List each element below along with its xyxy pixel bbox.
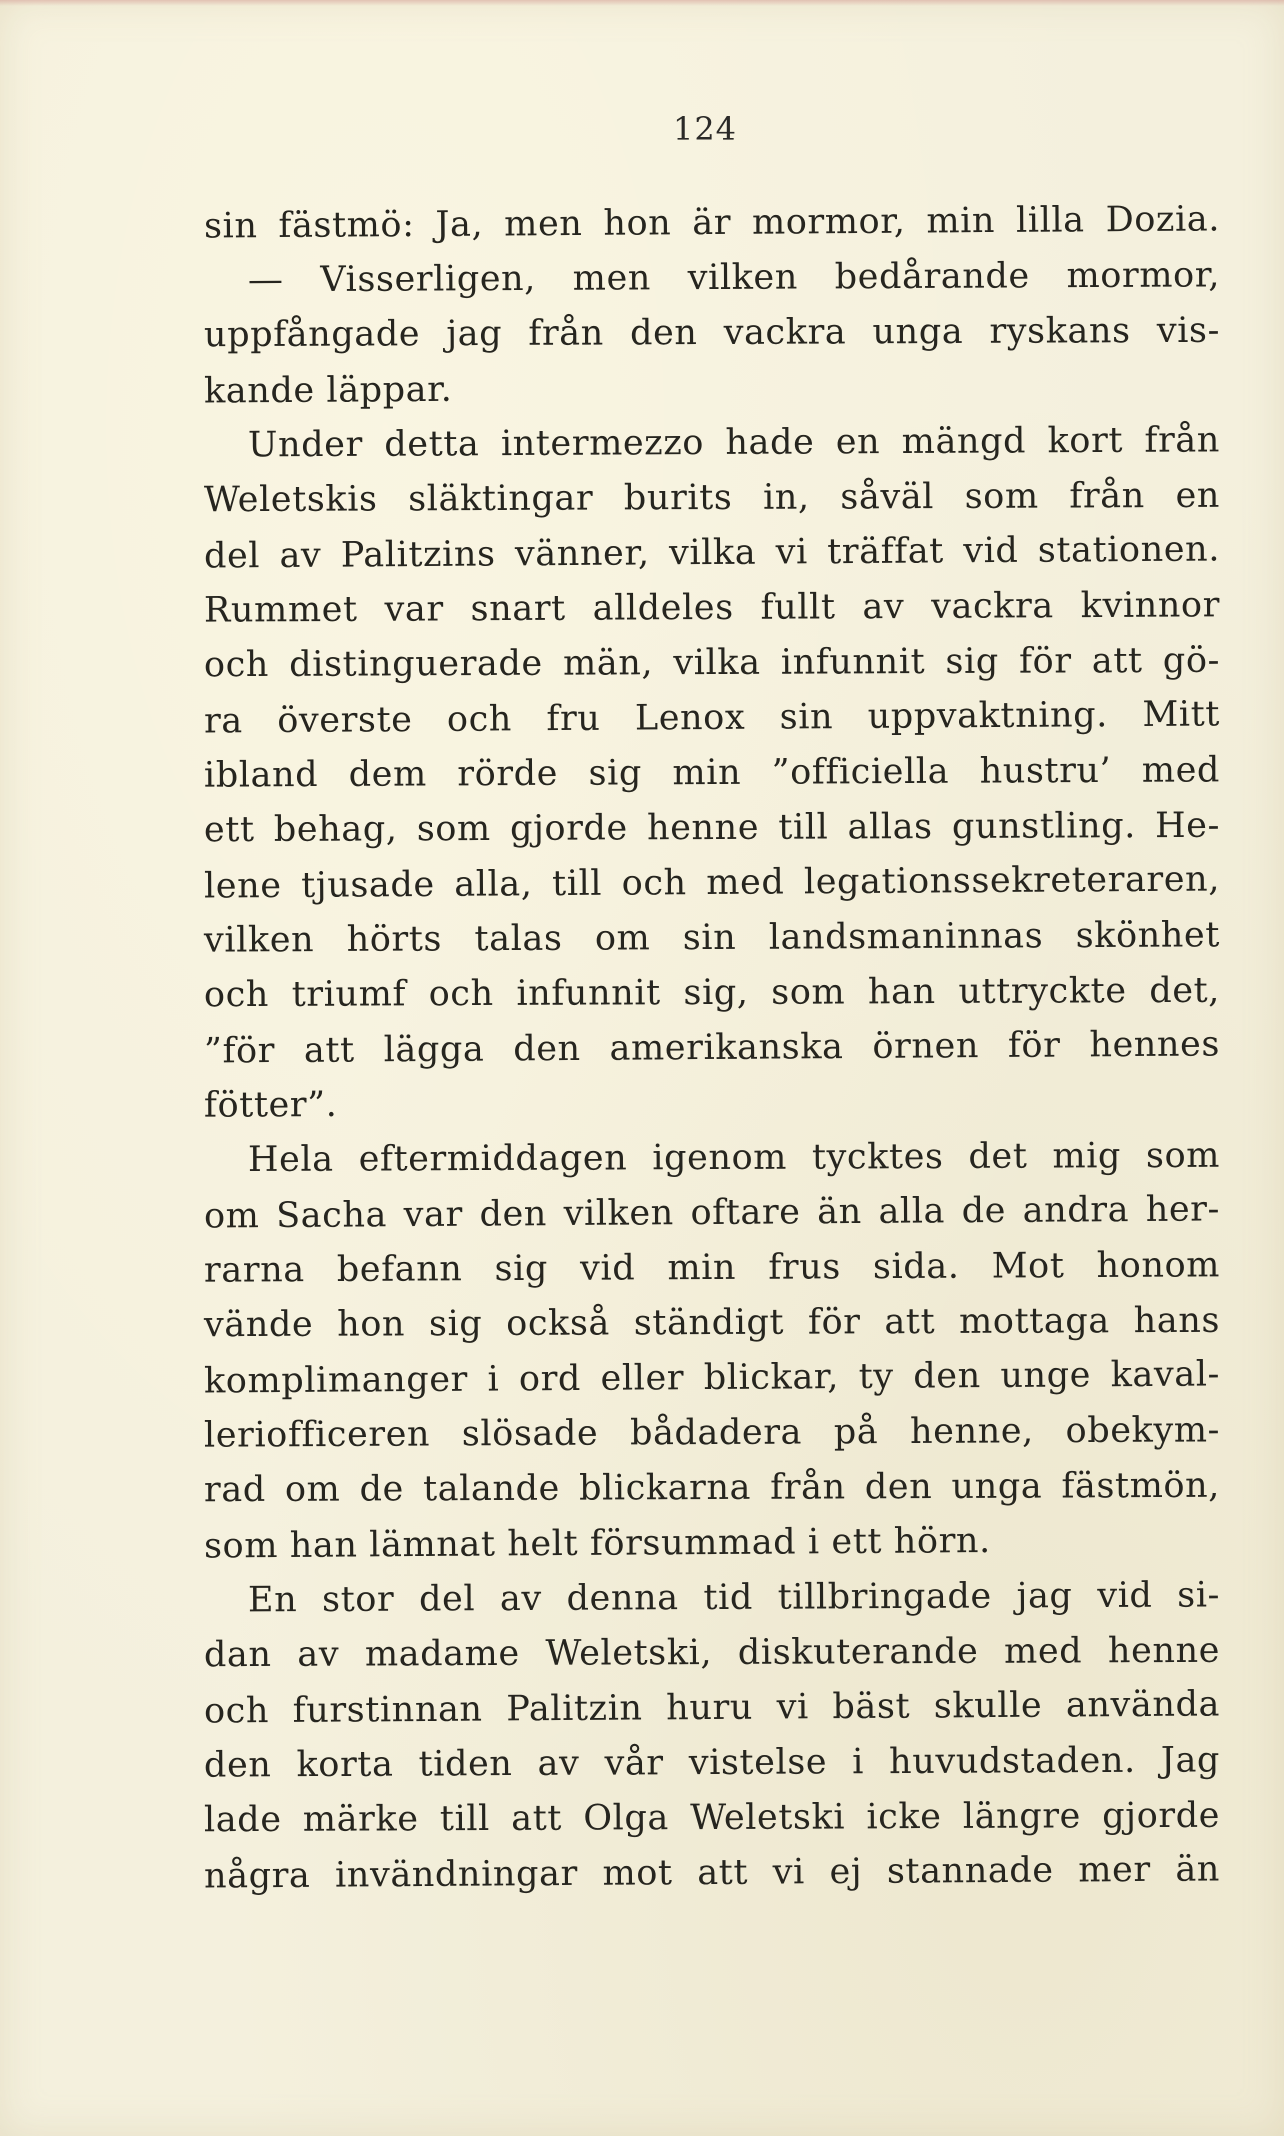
text-line: om Sacha var den vilken oftare än alla de andra her-: [203, 1189, 1221, 1237]
text-line: leriofficeren slösade bådadera på henne, obekym-: [203, 1410, 1221, 1456]
text-line: uppfångade jag från den vackra unga ryskans vis-: [203, 310, 1221, 356]
text-line: lene tjusade alla, till och med legationssekreteraren,: [203, 859, 1221, 907]
text-line: rad om de talande blickarna från den unga fästmön,: [203, 1465, 1221, 1511]
text-line: del av Palitzins vänner, vilka vi träffat vid stationen.: [203, 529, 1221, 577]
text-line: rarna befann sig vid min frus sida. Mot honom: [203, 1245, 1221, 1291]
text-line: lade märke till att Olga Weletski icke längre gjorde: [203, 1795, 1221, 1841]
text-line: den korta tiden av vår vistelse i huvudstaden. Jag: [203, 1740, 1221, 1786]
text-line: ibland dem rörde sig min ”officiella hustru’ med: [203, 750, 1221, 796]
text-line: sin fästmö: Ja, men hon är mormor, min lilla Dozia.: [203, 199, 1221, 247]
page-number: 124: [672, 110, 738, 148]
text-line: och triumf och infunnit sig, som han uttryckte det,: [203, 970, 1221, 1016]
text-line: Under detta intermezzo hade en mängd kort från: [247, 420, 1221, 466]
text-line: komplimanger i ord eller blickar, ty den unge kaval-: [203, 1354, 1221, 1402]
text-line: och furstinnan Palitzin huru vi bäst skulle använda: [203, 1684, 1221, 1732]
page-top-edge: [0, 0, 1284, 6]
text-line: En stor del av denna tid tillbringade jag vid si-: [247, 1575, 1221, 1621]
text-line: vände hon sig också ständigt för att mottaga hans: [203, 1300, 1221, 1346]
text-line: — Visserligen, men vilken bedårande mormor,: [247, 255, 1221, 301]
text-line: några invändningar mot att vi ej stannade mer än: [203, 1849, 1221, 1897]
text-line: Weletskis släktingar burits in, såväl som från en: [203, 475, 1221, 521]
text-line: Hela eftermiddagen igenom tycktes det mig som: [247, 1135, 1221, 1181]
text-line: fötter”.: [203, 1084, 338, 1126]
text-line: som han lämnat helt försummad i ett hörn.: [203, 1521, 991, 1567]
text-line: dan av madame Weletski, diskuterande med henne: [203, 1630, 1221, 1676]
text-line: ett behag, som gjorde henne till allas gunstling. He-: [203, 805, 1221, 851]
text-line: kande läppar.: [203, 369, 453, 412]
text-line: ”för att lägga den amerikanska örnen för hennes: [203, 1024, 1221, 1072]
text-line: Rummet var snart alldeles fullt av vackra kvinnor: [203, 585, 1221, 631]
text-line: och distinguerade män, vilka infunnit sig för att gö-: [203, 640, 1221, 686]
text-line: ra överste och fru Lenox sin uppvaktning. Mitt: [203, 694, 1221, 742]
text-line: vilken hörts talas om sin landsmaninnas skönhet: [203, 915, 1221, 961]
body-text: [204, 196, 1220, 1901]
